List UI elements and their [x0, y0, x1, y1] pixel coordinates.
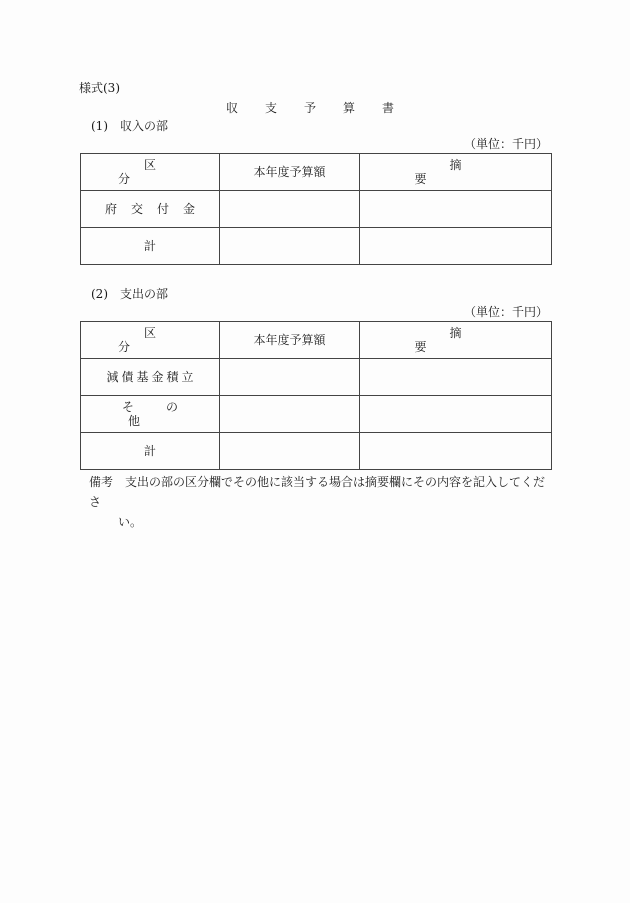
table-row: [81, 396, 552, 433]
header-remarks: 摘要: [360, 322, 552, 359]
expense-table: [80, 321, 552, 470]
header-budget-amount: 本年度予算額: [220, 154, 360, 191]
note-line-2: い。: [118, 515, 143, 529]
table-row: [81, 191, 552, 228]
header-category: 区分: [81, 322, 220, 359]
row-label: 減債基金積立: [81, 359, 220, 396]
document-title: 収支予算書: [226, 101, 422, 115]
table-header-row: [81, 154, 552, 191]
header-category: 区分: [81, 154, 220, 191]
income-unit-note: （単位：千円）: [463, 137, 548, 151]
remarks-cell[interactable]: [360, 191, 552, 228]
amount-cell[interactable]: [220, 396, 360, 433]
header-remarks: 摘要: [360, 154, 552, 191]
remarks-cell[interactable]: [360, 396, 552, 433]
row-label: その他: [81, 396, 220, 433]
table-header-row: [81, 322, 552, 359]
note-text: 支出の部の区分欄でその他に該当する場合は摘要欄にその内容を記入してくださ: [89, 475, 546, 509]
amount-cell[interactable]: [220, 228, 360, 265]
expense-section-heading: (2) 支出の部: [91, 287, 168, 301]
row-label: 計: [81, 433, 220, 470]
row-label: 府交付金: [81, 191, 220, 228]
income-section-heading: (1) 収入の部: [91, 119, 168, 133]
expense-unit-note: （単位：千円）: [463, 305, 548, 319]
remarks-note: [89, 472, 551, 532]
header-budget-amount: 本年度予算額: [220, 322, 360, 359]
amount-cell[interactable]: [220, 359, 360, 396]
note-line-1: [89, 472, 551, 512]
amount-cell[interactable]: [220, 433, 360, 470]
remarks-cell[interactable]: [360, 433, 552, 470]
income-table: [80, 153, 552, 265]
row-label: 計: [81, 228, 220, 265]
table-row: [81, 359, 552, 396]
note-label: 備考: [89, 475, 114, 489]
remarks-cell[interactable]: [360, 359, 552, 396]
remarks-cell[interactable]: [360, 228, 552, 265]
table-row: [81, 228, 552, 265]
table-row: [81, 433, 552, 470]
amount-cell[interactable]: [220, 191, 360, 228]
form-number-label: 様式(3): [79, 81, 120, 95]
